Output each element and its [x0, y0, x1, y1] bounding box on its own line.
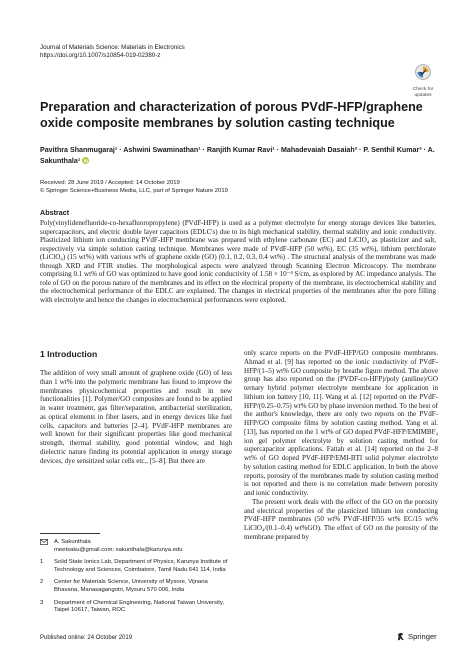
paper-title: Preparation and characterization of porous PVdF-HFP/graphene oxide composite membranes by solution casting technique: [40, 100, 423, 130]
doi-link[interactable]: https://doi.org/10.1007/s10854-019-02380-z: [40, 52, 161, 60]
crossmark-badge[interactable]: [408, 64, 438, 98]
affiliation-1: [40, 559, 230, 574]
springer-logo: [396, 632, 437, 641]
journal-name: Journal of Materials Science: Materials in Electronics: [40, 44, 185, 51]
orcid-icon[interactable]: [82, 157, 89, 164]
journal-header: [40, 44, 185, 61]
envelope-icon: [40, 539, 54, 554]
crossmark-label-top: Check for: [412, 87, 434, 92]
affiliation-mark: 3: [40, 599, 44, 606]
crossmark-icon: [415, 64, 431, 82]
author-list: [40, 145, 440, 167]
publisher-name: Springer: [408, 632, 437, 641]
affiliation-mark: 1: [40, 559, 44, 566]
affiliation-3: [40, 600, 230, 615]
body-paragraph-1: only scarce reports on the PVdF-HFP/GO composite membranes. Ahmad et al. [9] has reported on the ionic conductivity of PVdF-HFP/(1–5) wt% GO composite by breathe figure method. The above group has also reported on the (PVDF-co-HFP)/poly (aniline)/GO ternary hybrid polymer electrolyte membrane for application in lithium ion battery [10, 11]. Wang et al. [12] reported on the PVdF-HFP/(0.25–0.75) wt% GO by phase inversion method. To the best of the author's knowledge, there are only two reports on the PVdF-HFP/GO composite films by solution casting method. Yang et al. [13], has reported on the 1 wt% of GO doped PVdF-HFP/EMIMBF₄ ion gel polymer electrolyte by solution casting method for supercapacitor applications. Fattah et al. [14] reported on the 2–8 wt% of GO doped PVdF-HFP/EMI-BTI solid polymer electrolyte by solution casting method for EDLC application. In both the above reports, porosity of the membranes made by solution casting method is not reported and there is no correlation made between porosity and ionic conductivity.: [244, 349, 438, 497]
abstract-text: Poly(vinylidenefluoride-co-hexafluoropropylene) (PVdF-HFP) is used as a polymer electrolyte for energy storage devices like batteries, supercapacitors, and electric double layer capacitors (EDLC's) due to its high mechanical stability, thermal stability and ionic conductivity. Plasticized lithium ion conducting PVdF-HFP membrane was prepared with ethylene carbonate (EC) and LiClO₄ as plasticizer and salt, respectively via simple solution casting technique. Membranes were made of PVdF-HFP (50 wt%), EC (35 wt%), lithium perchlorate (LiClO₄) (15 wt%) with various wt% of graphene oxide (GO) (0.1, 0.2, 0.3, 0.4 wt%) . The structural analysis of the membrane was made through XRD and FTIR studies. The morphological aspects were analyzed through Scanning Electron Microscopy. The membrane comprising 0.1 wt% of GO was optimized to have good ionic conductivity of 1.58 × 10⁻⁴ S/cm, as explored by AC impedance analysis. The role of GO on the porous nature of the membranes and its effect on the electrical property of the membrane, its electrochemical stability and the electrochemical performance of the EDLC are explained. The changes in electrical properties of the membranes after the pore filling with electrolyte and hence the changes in electrochemical performances were explored.: [40, 219, 436, 304]
author-names: Pavithra Shanmugaraj¹ · Ashwini Swaminathan¹ · Ranjith Kumar Ravi¹ · Mahadevaiah Dasaiah² · P. Senthil Kumar³ · A. Sakunthala¹: [40, 146, 435, 165]
corresponding-author: [40, 539, 230, 554]
published-date: Published online: 24 October 2019: [40, 635, 133, 641]
abstract-heading: Abstract: [40, 208, 70, 217]
right-column: [244, 349, 438, 542]
body-paragraph-2: The present work deals with the effect of the GO on the porosity and electrical properties of the plasticized lithium ion conducting PVdF-HFP membranes (50 wt% PVdF-HFP/35 wt% EC/15 wt% LiClO₄/(0.1–0.4) wt%GO). The effect of GO on the porosity of the membrane prepared by: [244, 497, 438, 541]
corresponding-name: A. Sakunthala: [54, 539, 91, 545]
section-heading-introduction: 1 Introduction: [40, 349, 98, 359]
crossmark-label-bottom: updates: [414, 92, 432, 98]
received-accepted: Received: 28 June 2019 / Accepted: 14 October 2019: [40, 180, 180, 186]
corresponding-email[interactable]: meetsaku@gmail.com; sakunthala@karunya.edu: [54, 546, 183, 553]
left-column: [40, 349, 232, 465]
footnotes: [40, 539, 230, 620]
affiliation-mark: 2: [40, 579, 44, 586]
affiliation-text: Department of Chemical Engineering, National Taiwan University, Taipei 10617, Taiwan, ROC: [54, 599, 225, 614]
article-dates: [40, 179, 228, 196]
copyright-line: © Springer Science+Business Media, LLC, part of Springer Nature 2019: [40, 188, 228, 195]
intro-paragraph: The addition of very small amount of graphene oxide (GO) of less than 1 wt% into the polymeric membrane has found to improve the membranes physicochemical properties and result in new functionalities [1]. Polymer/GO composites are found to be applied in water treatment, gas filter/separation, antibacterial sterilization, as optical elements in fiber lasers, and in energy devices like fuel cells, capacitors and batteries [2–4]. PVdF-HFP membranes are well known for their significant properties like good mechanical strength, thermal stability, good potential window, and high dielectric nature finding its potential application in energy storage devices, dye sensitized solar cells etc., [5–8]. But there are: [40, 369, 232, 465]
affiliation-2: [40, 579, 230, 594]
footnote-divider: [40, 533, 100, 534]
affiliation-text: Center for Materials Science, University of Mysore, Vijnana Bhavana, Manasagangotri, Mysuru 570 006, India: [54, 579, 208, 593]
springer-horse-icon: [396, 632, 405, 641]
affiliation-text: Solid State Ionics Lab, Department of Physics, Karunya Institute of Technology and Sciences, Coimbatore, Tamil Nadu 641 114, India: [54, 559, 228, 573]
